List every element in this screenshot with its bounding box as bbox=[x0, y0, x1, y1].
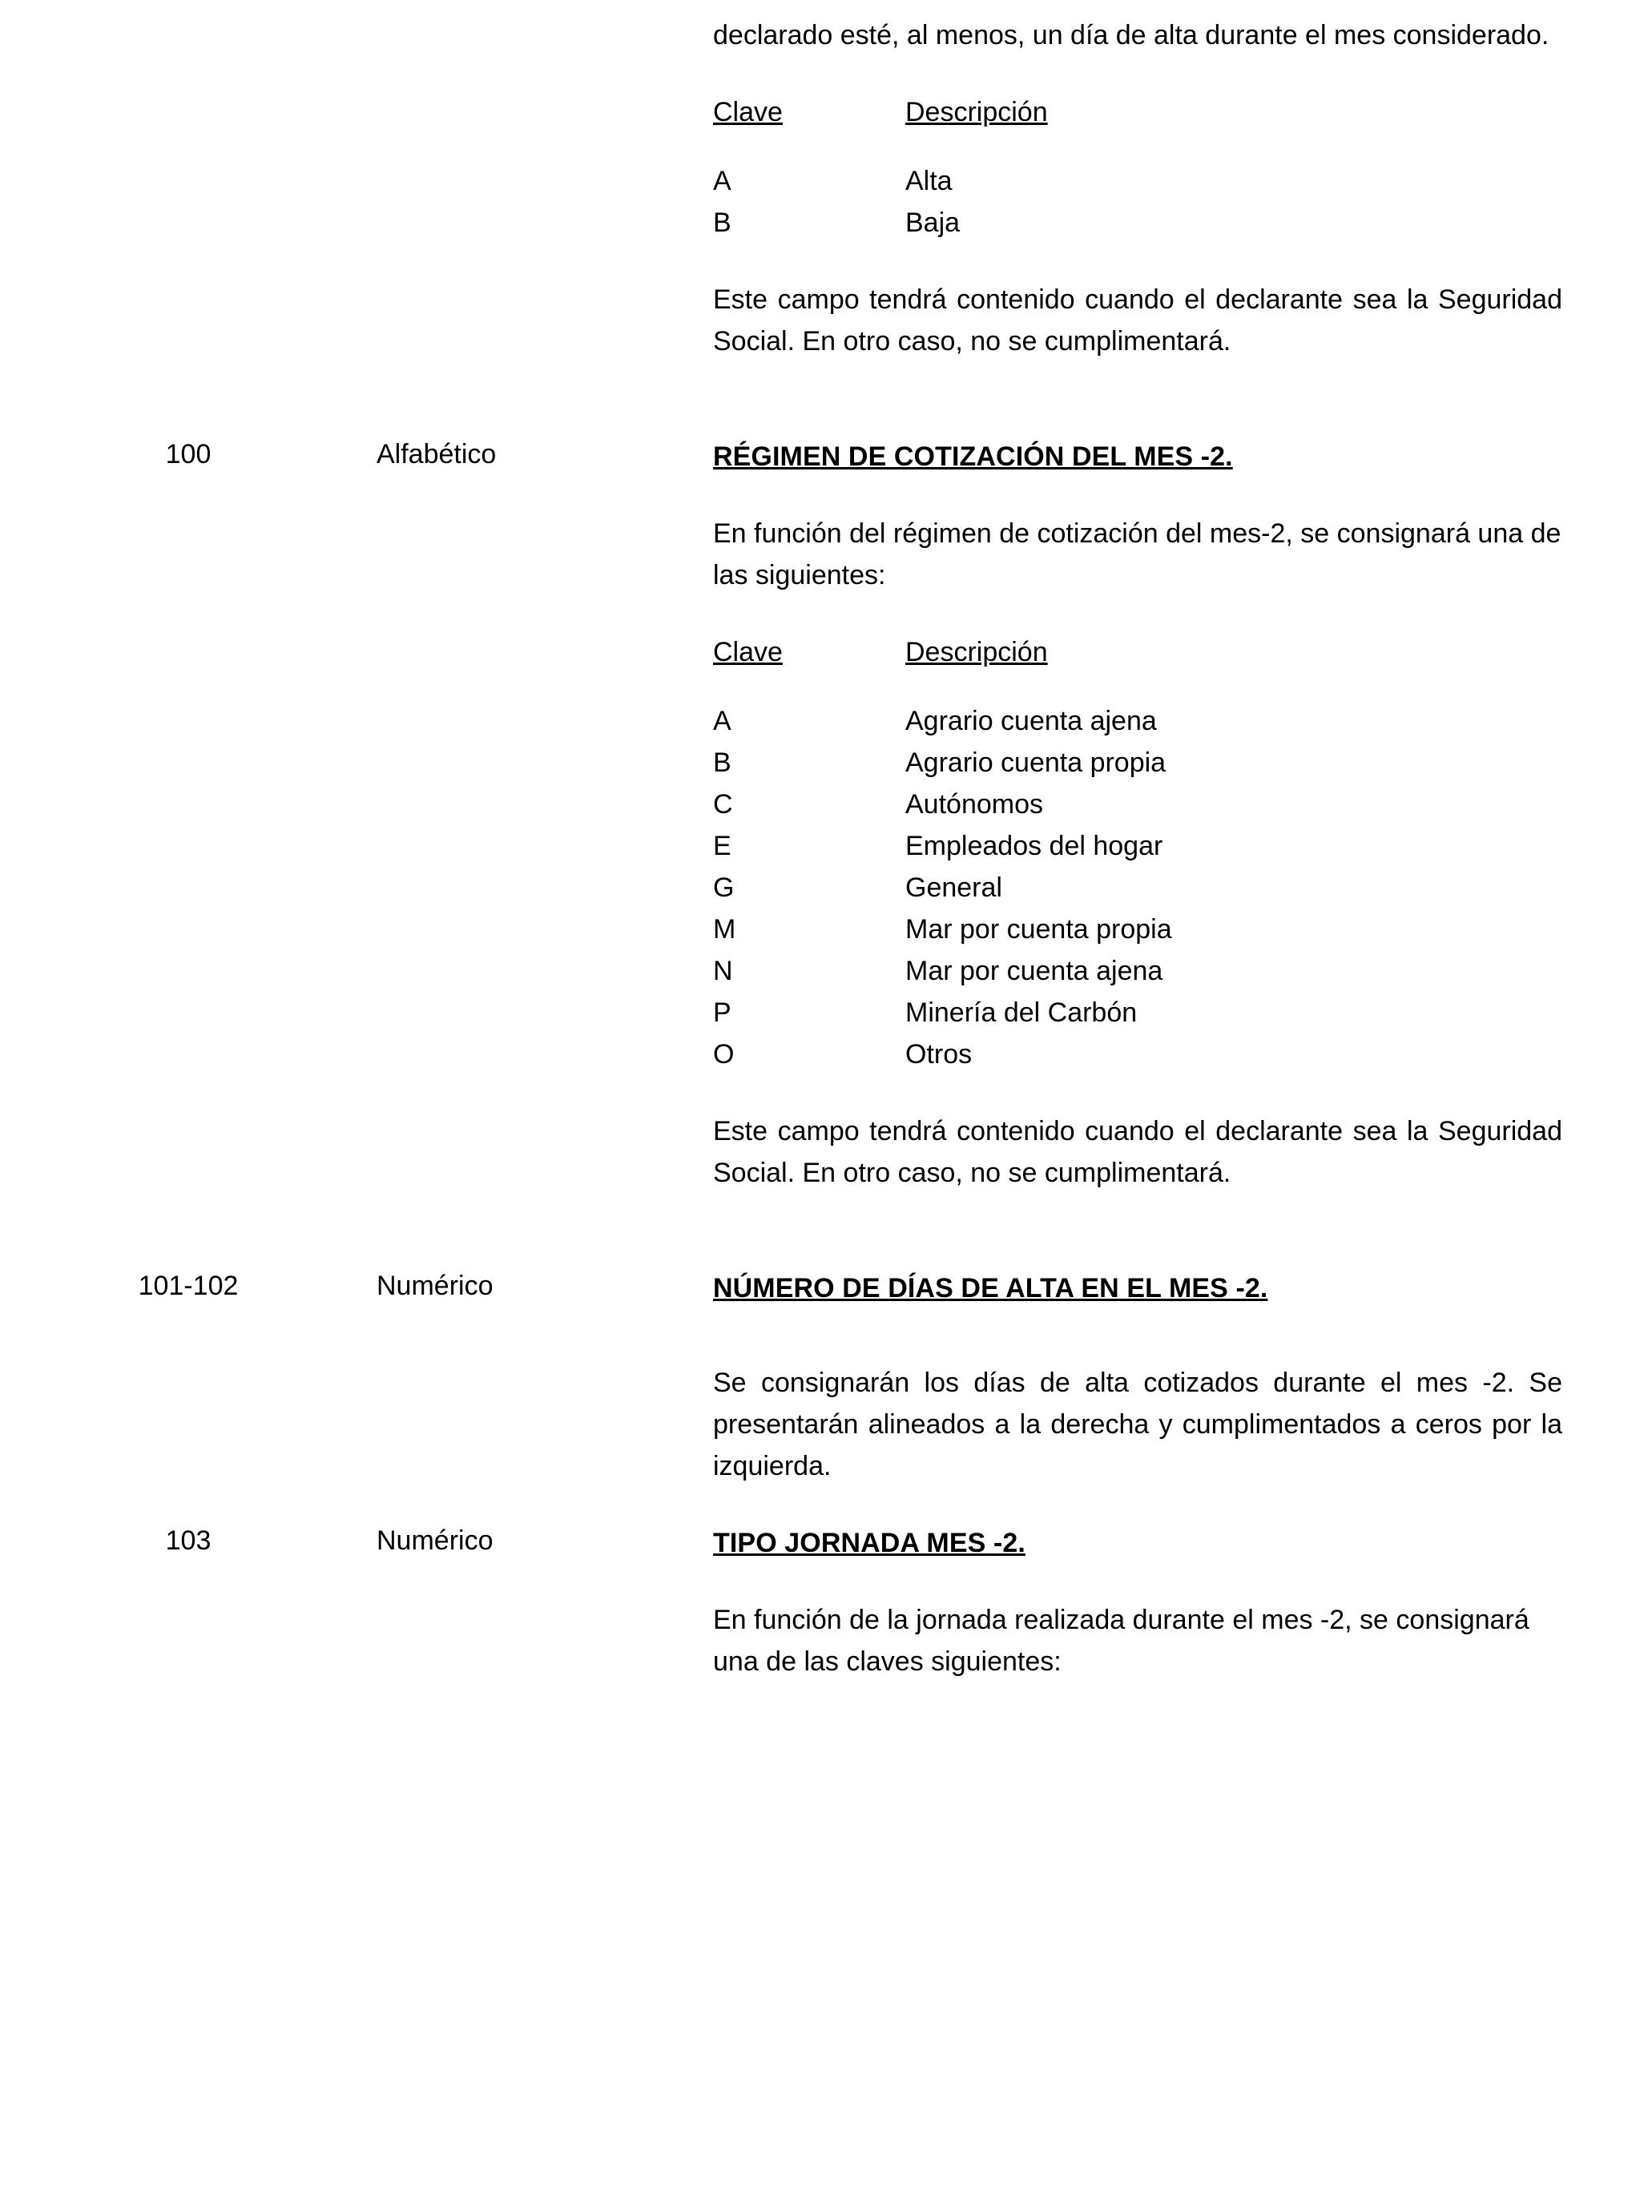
table-row bbox=[713, 992, 1546, 1033]
section-nota: Este campo tendrá contenido cuando el declarante sea la Seguridad Social. En otro caso, no se cumplimentará. bbox=[713, 1116, 1562, 1188]
section-101-102 bbox=[0, 1267, 1652, 1487]
table-row bbox=[713, 202, 1546, 244]
section-intro: Se consignarán los días de alta cotizados durante el mes -2. Se presentarán alineados a la derecha y cumplimentados a ceros por la izquierda. bbox=[713, 1368, 1562, 1481]
descripcion-value: Agrario cuenta ajena bbox=[905, 706, 1157, 736]
section-title: RÉGIMEN DE COTIZACIÓN DEL MES -2. bbox=[713, 441, 1233, 472]
clave-value: E bbox=[713, 831, 731, 861]
descripcion-value: Mar por cuenta propia bbox=[905, 914, 1172, 945]
descripcion-value: Autónomos bbox=[905, 789, 1043, 820]
nota-declarante: Este campo tendrá contenido cuando el declarante sea la Seguridad Social. En otro caso, no se cumplimentará. bbox=[713, 284, 1562, 357]
table-row bbox=[713, 784, 1546, 825]
alta-baja-table bbox=[713, 91, 1546, 244]
table-row bbox=[713, 742, 1546, 784]
descripcion-value: Otros bbox=[905, 1039, 973, 1070]
regimen-table bbox=[713, 631, 1546, 1075]
descripcion-value: General bbox=[905, 872, 1002, 903]
descripcion-value: Minería del Carbón bbox=[905, 997, 1138, 1028]
clave-header: Clave bbox=[713, 97, 783, 127]
spacer-row bbox=[713, 133, 1546, 160]
table-row bbox=[713, 909, 1546, 950]
clave-value: B bbox=[713, 747, 731, 778]
section-code: 101-102 bbox=[138, 1271, 239, 1301]
clave-value: M bbox=[713, 914, 736, 945]
table-row bbox=[713, 867, 1546, 909]
clave-value: A bbox=[713, 166, 731, 196]
clave-value: A bbox=[713, 706, 731, 736]
section-code: 100 bbox=[165, 439, 212, 469]
top-continuation-block bbox=[0, 0, 1652, 362]
section-code: 103 bbox=[165, 1525, 212, 1556]
section-title: TIPO JORNADA MES -2. bbox=[713, 1528, 1025, 1558]
section-type: Numérico bbox=[377, 1271, 494, 1301]
section-intro: En función de la jornada realizada durante el mes -2, se consignará una de las claves siguientes: bbox=[713, 1605, 1529, 1677]
table-row bbox=[713, 825, 1546, 867]
top-paragraph: declarado esté, al menos, un día de alta durante el mes considerado. bbox=[713, 20, 1549, 50]
clave-value: G bbox=[713, 872, 735, 903]
section-intro: En función del régimen de cotización del mes-2, se consignará una de las siguientes: bbox=[713, 518, 1561, 590]
table-row bbox=[713, 160, 1546, 202]
clave-value: O bbox=[713, 1039, 735, 1070]
spacer-row bbox=[713, 673, 1546, 700]
descripcion-value: Agrario cuenta propia bbox=[905, 747, 1166, 778]
section-type: Numérico bbox=[377, 1525, 494, 1556]
section-title: NÚMERO DE DÍAS DE ALTA EN EL MES -2. bbox=[713, 1273, 1268, 1303]
descripcion-header: Descripción bbox=[905, 97, 1048, 127]
table-row bbox=[713, 950, 1546, 992]
descripcion-value: Baja bbox=[905, 208, 961, 238]
clave-value: P bbox=[713, 997, 731, 1028]
descripcion-value: Alta bbox=[905, 166, 953, 196]
table-header-row bbox=[713, 631, 1546, 673]
section-type: Alfabético bbox=[377, 439, 497, 469]
clave-value: B bbox=[713, 208, 731, 238]
clave-header: Clave bbox=[713, 637, 783, 667]
table-header-row bbox=[713, 91, 1546, 133]
descripcion-value: Empleados del hogar bbox=[905, 831, 1163, 861]
clave-value: C bbox=[713, 789, 733, 820]
table-row bbox=[713, 700, 1546, 742]
table-row bbox=[713, 1033, 1546, 1075]
section-100 bbox=[0, 436, 1652, 1194]
section-103 bbox=[0, 1522, 1652, 1682]
clave-value: N bbox=[713, 956, 733, 986]
descripcion-value: Mar por cuenta ajena bbox=[905, 956, 1163, 986]
descripcion-header: Descripción bbox=[905, 637, 1048, 667]
